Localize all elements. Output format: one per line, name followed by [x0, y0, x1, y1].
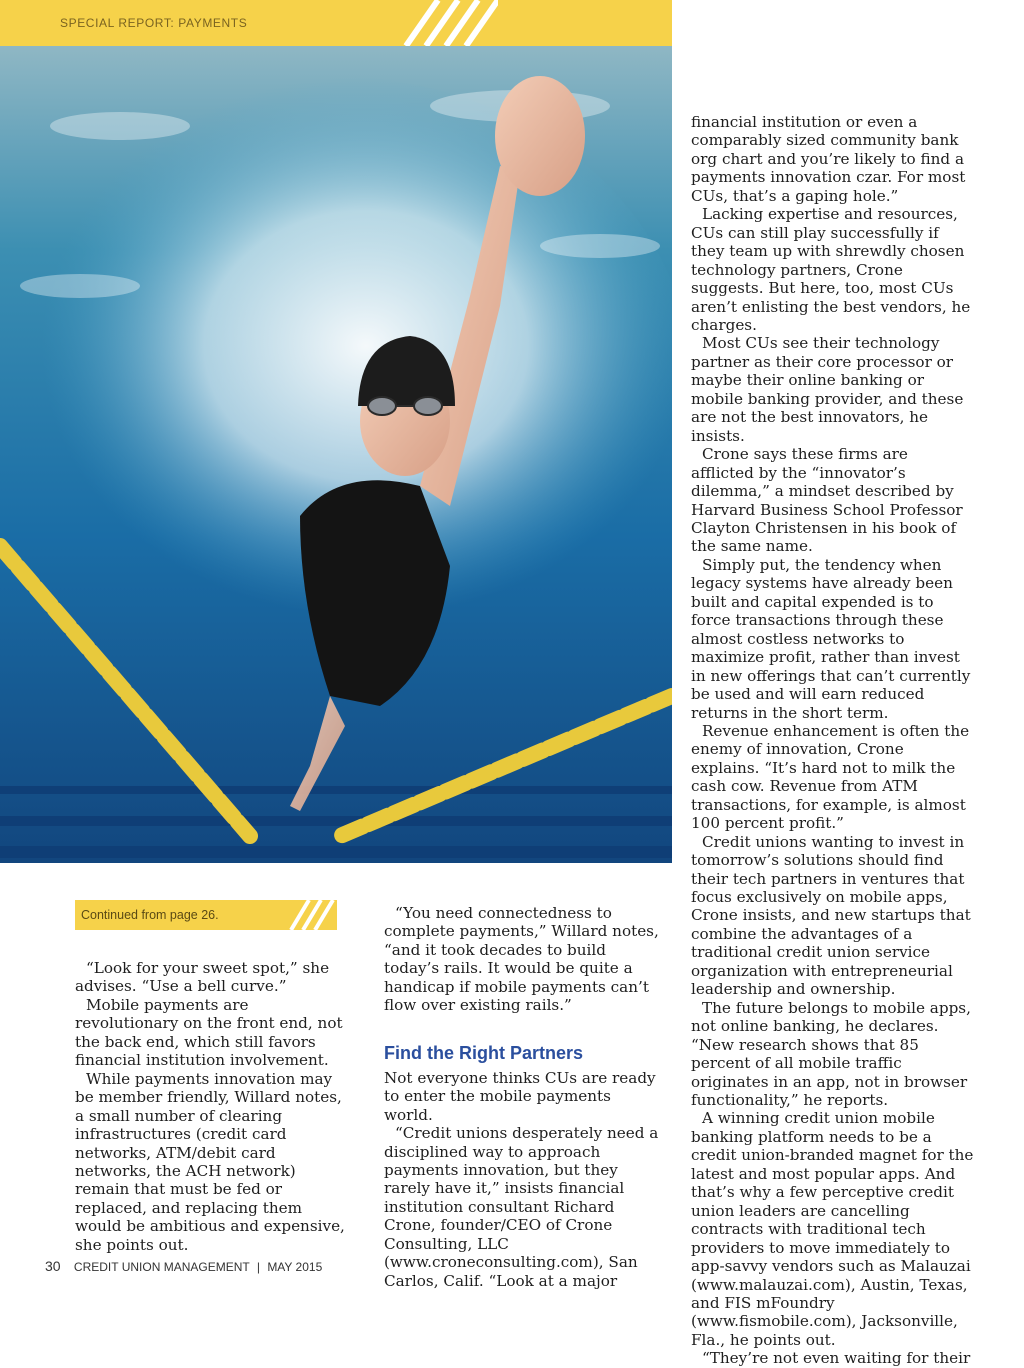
page-number: 30	[45, 1258, 61, 1274]
paragraph: Credit unions wanting to invest in tomorrow’s solutions should find their tech partners in ventures that focus exclusively on mobile apps, Crone insists, and new startups that combine the advantages of a traditional credit union service organization with entrepreneurial leadership and ownership.	[691, 832, 971, 999]
subhead: Find the Right Partners	[384, 1042, 584, 1063]
paragraph: Revenue enhancement is often the enemy of innovation, Crone explains. “It’s hard not to milk the cash cow. Revenue from ATM transactions, for example, is almost 100 percent profit.”	[691, 721, 970, 833]
continued-stripes-decoration	[287, 900, 337, 930]
swimmer-photo	[0, 46, 672, 863]
paragraph: Crone says these firms are afflicted by the “innovator’s dilemma,” a mindset described by Harvard Business School Professor Clayton Christensen in his book of the same name.	[691, 445, 963, 556]
continued-note-box	[75, 900, 337, 930]
article-column-1	[75, 959, 353, 1254]
article-column-2	[384, 904, 664, 1290]
paragraph: Most CUs see their technology partner as their core processor or maybe their online banking or mobile banking provider, and these are not the best innovators, he insists.	[691, 334, 964, 445]
paragraph: “You need connectedness to complete payments,” Willard notes, “and it took decades to build today’s rails. It would be quite a handicap if mobile payments can’t flow over existing rails.”	[384, 904, 659, 1015]
issue-date: MAY 2015	[267, 1260, 323, 1274]
paragraph: Not everyone thinks CUs are ready to enter the mobile payments world.	[384, 1068, 656, 1124]
header-stripes-decoration	[398, 0, 498, 46]
continued-note: Continued from page 26.	[81, 908, 219, 922]
paragraph: The future belongs to mobile apps, not online banking, he declares. “New research shows that 85 percent of all mobile traffic originates in an app, not in browser functionality,” he reports.	[691, 998, 971, 1110]
paragraph: “They’re not even waiting for their	[702, 1349, 971, 1368]
publication-name: CREDIT UNION MANAGEMENT	[73, 1260, 250, 1274]
article-column-3	[691, 113, 975, 1368]
paragraph: “Credit unions desperately need a disciplined way to approach payments innovation, but they rarely have it,” insists financial institution consultant Richard Crone, founder/CEO of Crone Consulting, LLC (www.croneconsulting.com), San Carlos, Calif. “Look at a major	[384, 1124, 659, 1290]
paragraph: financial institution or even a comparably sized community bank org chart and you’re likely to find a payments innovation czar. For most CUs, that’s a gaping hole.”	[691, 113, 966, 205]
paragraph: “Look for your sweet spot,” she advises. “Use a bell curve.”	[75, 959, 330, 996]
paragraph: While payments innovation may be member friendly, Willard notes, a small number of clearing infrastructures (credit card networks, ATM/debit card networks, the ACH network) remain that must be fed or replaced, and replacing them would be ambitious and expensive, she points out.	[75, 1069, 345, 1254]
paragraph: Mobile payments are revolutionary on the front end, not the back end, which still favors financial institution involvement.	[75, 995, 343, 1070]
page-footer	[45, 1258, 322, 1274]
paragraph: A winning credit union mobile banking platform needs to be a credit union-branded magnet for the latest and most popular apps. And that’s why a few perceptive credit union leaders are cancelling contracts with traditional tech providers to move immediately to app-savvy vendors such as Malauzai (www.malauzai.com), Austin, Texas, and FIS mFoundry (www.fismobile.com), Jacksonville, Fla., he points out.	[691, 1109, 974, 1349]
header-band	[0, 0, 672, 46]
section-label: SPECIAL REPORT: PAYMENTS	[60, 16, 248, 30]
paragraph: Lacking expertise and resources, CUs can still play successfully if they team up with shrewdly chosen technology partners, Crone suggests. But here, too, most CUs aren’t enlisting the best vendors, he charges.	[691, 205, 971, 334]
paragraph: Simply put, the tendency when legacy systems have already been built and capital expended is to force transactions through these almost costless networks to maximize profit, rather than invest in new offerings that can’t currently be used and will earn reduced returns in the short term.	[691, 555, 971, 722]
footer-separator: |	[256, 1260, 260, 1274]
